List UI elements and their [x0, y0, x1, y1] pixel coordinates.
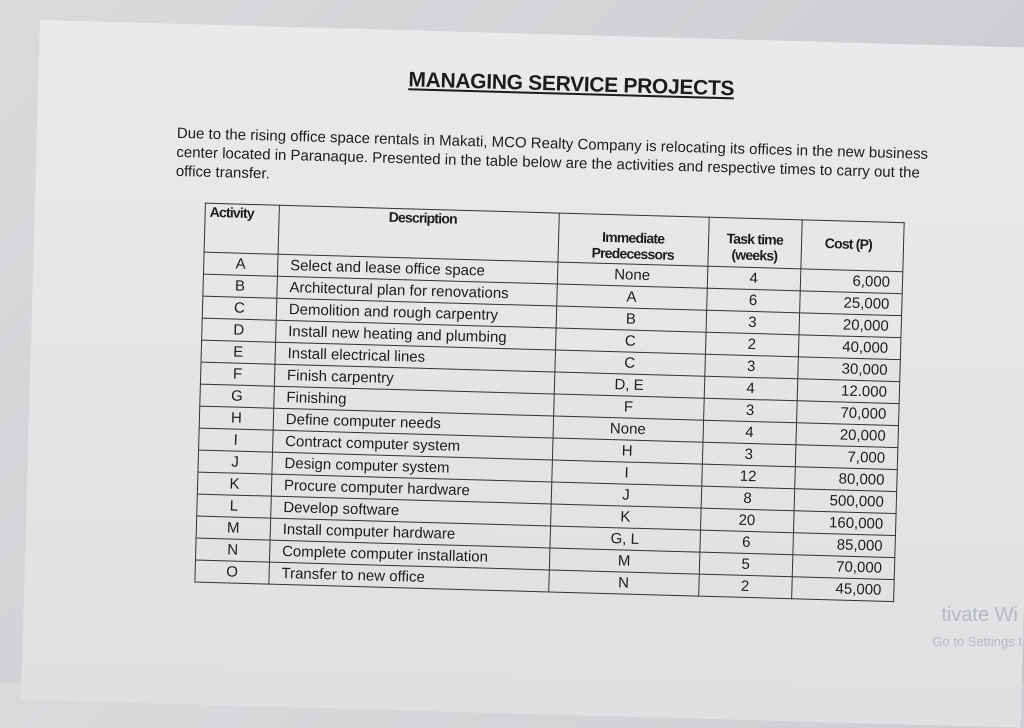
- cell-predecessors: M: [549, 548, 700, 574]
- cell-task-time: 3: [702, 442, 796, 467]
- cell-task-time: 3: [703, 398, 797, 423]
- cell-activity: M: [196, 516, 270, 540]
- cell-predecessors: I: [551, 460, 702, 486]
- cell-predecessors: D, E: [554, 372, 705, 398]
- cell-predecessors: C: [555, 328, 706, 354]
- activate-windows-settings-hint: Go to Settings t: [932, 634, 1022, 649]
- cell-task-time: 2: [698, 574, 792, 599]
- cell-description: Demolition and rough carpentry: [276, 298, 556, 328]
- cell-predecessors: B: [556, 306, 707, 332]
- header-task-time: [707, 217, 801, 269]
- cell-task-time: 4: [703, 420, 797, 445]
- table-body: [195, 252, 903, 601]
- cell-task-time: 5: [699, 552, 793, 577]
- cell-task-time: 3: [706, 310, 800, 335]
- header-description: Description: [278, 205, 559, 262]
- header-predecessors-line2: Predecessors: [591, 244, 675, 263]
- cell-description: Finishing: [274, 386, 554, 416]
- cell-activity: O: [195, 560, 269, 584]
- cell-activity: H: [199, 406, 273, 430]
- cell-cost: 70,000: [792, 555, 895, 580]
- cell-description: Procure computer hardware: [271, 474, 551, 504]
- header-activity: Activity: [204, 203, 279, 254]
- cell-predecessors: C: [554, 350, 705, 376]
- cell-cost: 160,000: [793, 511, 896, 536]
- cell-predecessors: G, L: [549, 526, 700, 552]
- cell-activity: F: [200, 362, 274, 386]
- cell-activity: B: [203, 274, 277, 298]
- cell-cost: 40,000: [798, 335, 901, 360]
- cell-activity: E: [201, 340, 275, 364]
- cell-cost: 6,000: [800, 269, 903, 294]
- cell-predecessors: J: [551, 482, 702, 508]
- cell-cost: 30,000: [797, 357, 900, 382]
- cell-description: Develop software: [271, 496, 551, 526]
- activities-table: [194, 203, 904, 602]
- cell-description: Complete computer installation: [269, 540, 549, 570]
- page-title: MANAGING SERVICE PROJECTS: [408, 68, 735, 101]
- cell-cost: 500,000: [794, 489, 897, 514]
- cell-cost: 85,000: [793, 533, 896, 558]
- cell-predecessors: F: [553, 394, 704, 420]
- cell-description: Define computer needs: [273, 408, 553, 438]
- cell-task-time: 8: [701, 486, 795, 511]
- header-predecessors-line1: Immediate: [601, 228, 665, 247]
- cell-activity: L: [197, 494, 271, 518]
- cell-predecessors: None: [557, 262, 708, 288]
- cell-task-time: 6: [699, 530, 793, 555]
- header-cost: [801, 220, 905, 272]
- cell-task-time: 12: [701, 464, 795, 489]
- cell-activity: C: [202, 296, 276, 320]
- cell-activity: J: [198, 450, 272, 474]
- header-task-time-line2: (weeks): [731, 246, 778, 264]
- cell-task-time: 6: [706, 288, 800, 313]
- cell-description: Install electrical lines: [275, 342, 555, 372]
- document-page: [21, 20, 1024, 728]
- cell-task-time: 4: [707, 266, 801, 291]
- cell-cost: 20,000: [796, 423, 899, 448]
- cell-description: Install computer hardware: [270, 518, 550, 548]
- cell-activity: I: [199, 428, 273, 452]
- cell-predecessors: H: [552, 438, 703, 464]
- cell-cost: 25,000: [799, 291, 902, 316]
- header-cost-label: Cost (P): [824, 235, 873, 253]
- cell-task-time: 2: [705, 332, 799, 357]
- cell-cost: 7,000: [795, 445, 898, 470]
- cell-predecessors: A: [556, 284, 707, 310]
- cell-activity: K: [197, 472, 271, 496]
- cell-description: Select and lease office space: [277, 254, 557, 284]
- cell-cost: 80,000: [794, 467, 897, 492]
- cell-activity: D: [202, 318, 276, 342]
- cell-task-time: 20: [700, 508, 794, 533]
- cell-predecessors: None: [553, 416, 704, 442]
- cell-activity: A: [203, 252, 277, 276]
- cell-cost: 70,000: [796, 401, 899, 426]
- activate-windows-watermark: tivate Wi: [941, 604, 1018, 626]
- cell-description: Transfer to new office: [269, 562, 549, 592]
- cell-description: Finish carpentry: [274, 364, 554, 394]
- intro-paragraph: Due to the rising office space rentals in Makati, MCO Realty Company is relocating its offices in the new business center located in Paranaque. Presented in the table below are the activities and respective times to carry out the office transfer.: [175, 124, 929, 183]
- cell-cost: 45,000: [791, 577, 894, 602]
- cell-description: Design computer system: [272, 452, 552, 482]
- cell-task-time: 4: [704, 376, 798, 401]
- cell-activity: G: [200, 384, 274, 408]
- cell-description: Architectural plan for renovations: [277, 276, 557, 306]
- cell-description: Install new heating and plumbing: [275, 320, 555, 350]
- cell-predecessors: N: [548, 570, 699, 596]
- cell-activity: N: [195, 538, 269, 562]
- cell-task-time: 3: [704, 354, 798, 379]
- cell-cost: 12.000: [797, 379, 900, 404]
- cell-description: Contract computer system: [272, 430, 552, 460]
- cell-predecessors: K: [550, 504, 701, 530]
- cell-cost: 20,000: [799, 313, 902, 338]
- header-task-time-line1: Task time: [726, 230, 784, 248]
- header-predecessors: [557, 213, 708, 266]
